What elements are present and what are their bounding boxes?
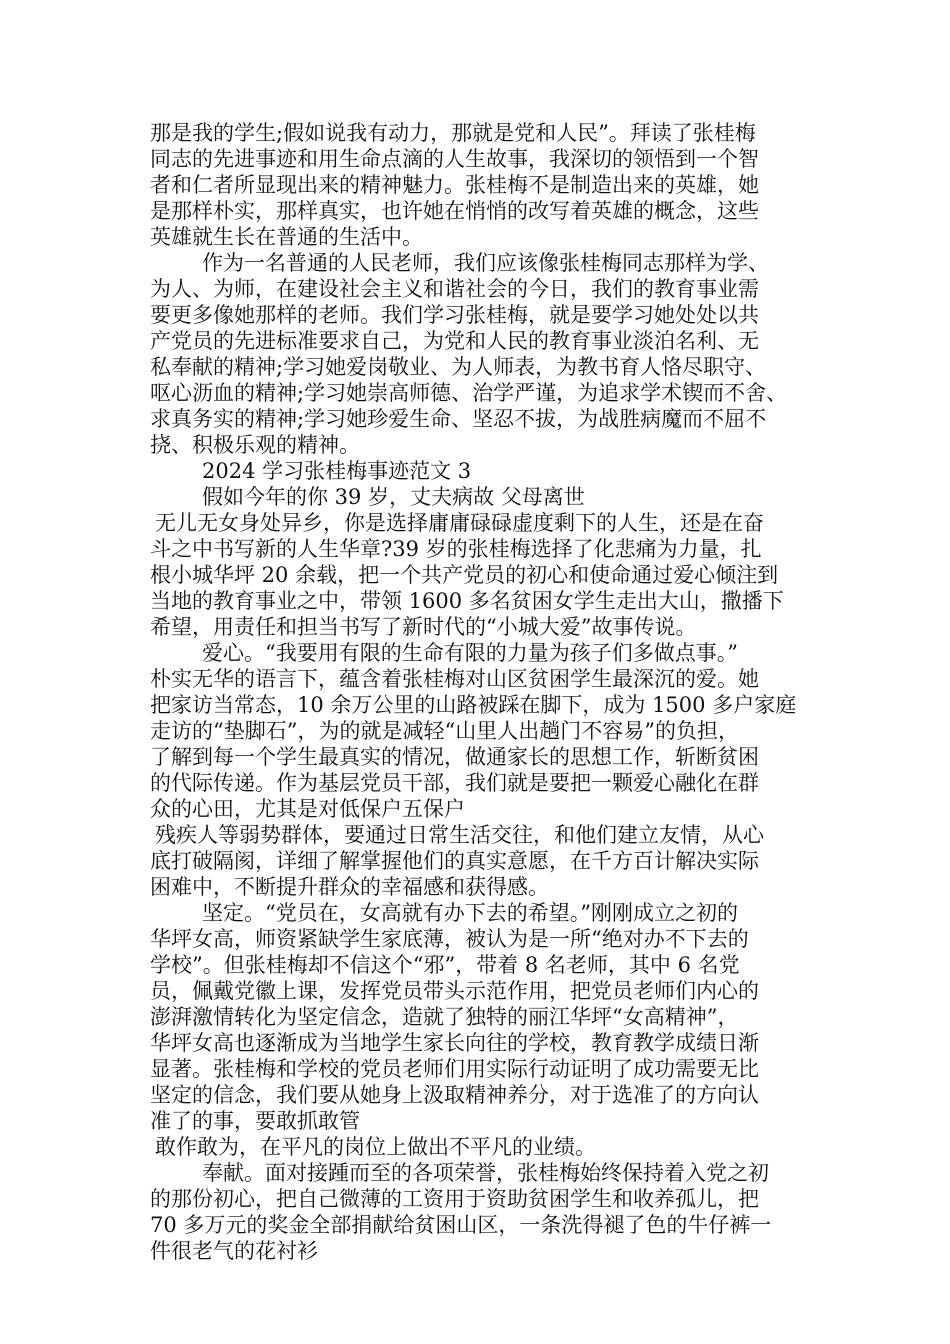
text-line: 那是我的学生;假如说我有动力，那就是党和人民”。拜读了张桂梅 [150,121,756,145]
text-line: 坚定。“党员在，女高就有办下去的希望。”刚刚成立之初的 [202,901,738,925]
text-line: 学校”。但张桂梅却不信这个“邪”，带着 8 名老师，其中 6 名党 [150,953,740,977]
text-line: 爱心。“我要用有限的生命有限的力量为孩子们多做点事。” [202,641,738,665]
text-line: 把家访当常态，10 余万公里的山路被踩在脚下，成为 1500 多户家庭 [150,693,797,717]
text-line: 坚定的信念，我们要从她身上汲取精神养分，对于选准了的方向认 [150,1083,759,1107]
text-line: 作为一名普通的人民老师，我们应该像张桂梅同志那样为学、 [202,251,769,275]
text-line: 斗之中书写新的人生华章?39 岁的张桂梅选择了化悲痛为力量，扎 [150,537,762,561]
text-line: 私奉献的精神;学习她爱岗敬业、为人师表，为教书育人恪尽职守、 [150,355,767,379]
text-line: 同志的先进事迹和用生命点滴的人生故事，我深切的领悟到一个智 [150,147,759,171]
text-line: 的那份初心，把自己微薄的工资用于资助贫困学生和收养孤儿，把 [150,1187,759,1211]
text-line: 众的心田，尤其是对低保户五保户 [150,797,465,821]
text-line: 朴实无华的语言下，蕴含着张桂梅对山区贫困学生最深沉的爱。她 [150,667,759,691]
text-line: 走访的“垫脚石”，为的就是减轻“山里人出趟门不容易”的负担， [150,719,739,743]
text-line: 英雄就生长在普通的生活中。 [150,225,423,249]
article-body [150,120,810,1264]
text-line: 华坪女高也逐渐成为当地学生家长向往的学校，教育教学成绩日渐 [150,1031,759,1055]
text-line: 无儿无女身处异乡，你是选择庸庸碌碌虚度剩下的人生，还是在奋 [155,511,764,535]
text-line: 困难中，不断提升群众的幸福感和获得感。 [150,875,549,899]
text-line: 要更多像她那样的老师。我们学习张桂梅，就是要学习她处处以共 [150,303,759,327]
text-line: 澎湃激情转化为坚定信念，造就了独特的丽江华坪“女高精神”， [150,1005,739,1029]
text-line: 底打破隔阂，详细了解掌握他们的真实意愿，在千方百计解决实际 [150,849,759,873]
text-line: 员，佩戴党徽上课，发挥党员带头示范作用，把党员老师们内心的 [150,979,759,1003]
text-line: 残疾人等弱势群体，要通过日常生活交往，和他们建立友情，从心 [155,823,764,847]
text-line: 2024 学习张桂梅事迹范文 3 [202,459,472,483]
text-line: 华坪女高，师资紧缺学生家底薄，被认为是一所“绝对办不下去的 [150,927,749,951]
text-line: 假如今年的你 39 岁，丈夫病故 父母离世 [202,485,585,509]
text-line: 的代际传递。作为基层党员干部，我们就是要把一颗爱心融化在群 [150,771,759,795]
text-line: 70 多万元的奖金全部捐献给贫困山区，一条洗得褪了色的牛仔裤一 [150,1213,772,1237]
text-line: 准了的事，要敢抓敢管 [150,1109,360,1133]
text-line: 产党员的先进标准要求自己，为党和人民的教育事业淡泊名利、无 [150,329,759,353]
text-line: 希望，用责任和担当书写了新时代的“小城大爱”故事传说。 [150,615,697,639]
text-line: 者和仁者所显现出来的精神魅力。张桂梅不是制造出来的英雄，她 [150,173,759,197]
text-line: 敢作敢为，在平凡的岗位上做出不平凡的业绩。 [155,1135,596,1159]
text-line: 显著。张桂梅和学校的党员老师们用实际行动证明了成功需要无比 [150,1057,759,1081]
text-line: 根小城华坪 20 余载，把一个共产党员的初心和使命通过爱心倾注到 [150,563,779,587]
text-line: 是那样朴实，那样真实，也许她在悄悄的改写着英雄的概念，这些 [150,199,759,223]
text-line: 呕心沥血的精神;学习她崇高师德、治学严谨，为追求学术锲而不舍、 [150,381,788,405]
text-line: 挠、积极乐观的精神。 [150,433,360,457]
text-line: 为人、为师，在建设社会主义和谐社会的今日，我们的教育事业需 [150,277,759,301]
text-line: 件很老气的花衬衫 [150,1239,318,1263]
text-line: 求真务实的精神;学习她珍爱生命、坚忍不拔，为战胜病魔而不屈不 [150,407,767,431]
text-line: 奉献。面对接踵而至的各项荣誉，张桂梅始终保持着入党之初 [202,1161,769,1185]
text-line: 当地的教育事业之中，带领 1600 多名贫困女学生走出大山，撒播下 [150,589,784,613]
text-line: 了解到每一个学生最真实的情况，做通家长的思想工作，斩断贫困 [150,745,759,769]
